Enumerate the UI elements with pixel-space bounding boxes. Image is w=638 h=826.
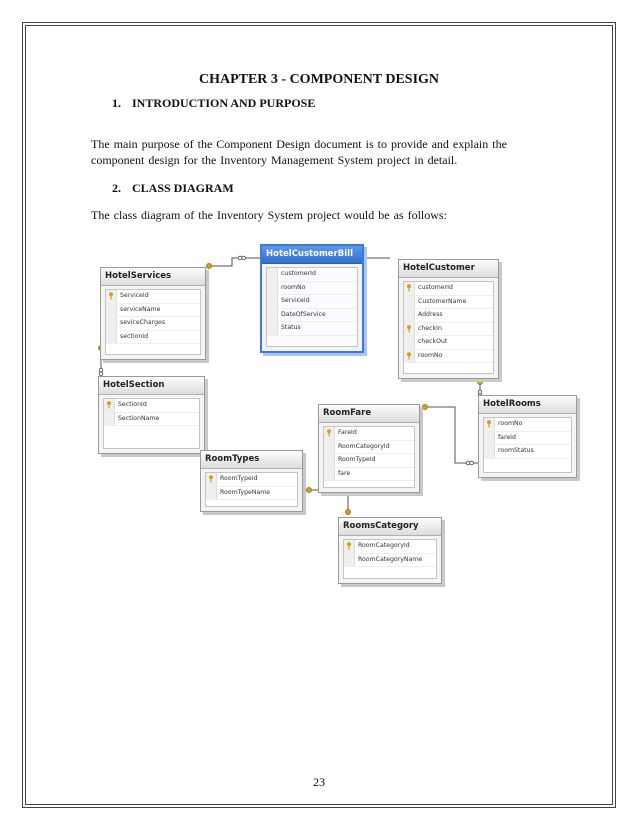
key-icon: [208, 475, 214, 483]
entity-column[interactable]: checkOut: [404, 336, 493, 350]
entity-hotelcustomer[interactable]: [398, 259, 499, 379]
entity-column[interactable]: checkIn: [404, 323, 493, 337]
entity-title: RoomsCategory: [339, 518, 441, 536]
section-paragraph-2: The class diagram of the Inventory System project would be as follows:: [91, 208, 447, 222]
entity-title: HotelCustomer: [399, 260, 498, 278]
section-title: CLASS DIAGRAM: [132, 181, 234, 195]
entity-column[interactable]: roomNo: [404, 350, 493, 364]
section-paragraph-1: The main purpose of the Component Design document is to provide and explain the component design for the Inventory Management System project in detail.: [91, 137, 507, 167]
key-icon: [108, 292, 114, 300]
entity-column[interactable]: CustomerName: [404, 296, 493, 310]
entity-column[interactable]: roomNo: [267, 282, 357, 296]
key-icon: [346, 542, 352, 550]
infinity-icon: [99, 368, 103, 372]
entity-column[interactable]: DateOfService: [267, 309, 357, 323]
entity-column[interactable]: serviceName: [106, 304, 200, 318]
key-icon: [477, 379, 482, 384]
entity-roomtypes[interactable]: [200, 450, 303, 512]
entity-hotelsection[interactable]: [98, 376, 205, 454]
infinity-icon: [466, 461, 470, 465]
entity-column[interactable]: Address: [404, 309, 493, 323]
section-title: INTRODUCTION AND PURPOSE: [132, 96, 316, 110]
entity-column[interactable]: Status: [267, 322, 357, 336]
entity-title: RoomFare: [319, 405, 419, 423]
chapter-title: CHAPTER 3 - COMPONENT DESIGN: [198, 72, 440, 87]
entity-column[interactable]: RoomTypeId: [206, 473, 297, 487]
entity-title: RoomTypes: [201, 451, 302, 469]
entity-title: HotelCustomerBill: [262, 246, 362, 264]
entity-column[interactable]: sectionId: [106, 331, 200, 345]
entity-column[interactable]: roomStatus: [484, 445, 571, 459]
entity-column[interactable]: SectionName: [104, 413, 199, 427]
entity-hotelcustomerbill[interactable]: [260, 244, 364, 353]
entity-column[interactable]: customerId: [404, 282, 493, 296]
infinity-icon: [238, 256, 242, 260]
section-number: 2.: [112, 181, 121, 195]
entity-column[interactable]: fare: [324, 468, 414, 482]
key-icon: [422, 404, 427, 409]
entity-column[interactable]: ServiceId: [267, 295, 357, 309]
page-number: 23: [313, 775, 325, 789]
key-icon: [406, 352, 412, 360]
relationship-line: [422, 407, 478, 463]
key-icon: [306, 487, 311, 492]
entity-column[interactable]: roomNo: [484, 418, 571, 432]
key-icon: [406, 325, 412, 333]
entity-roomscategory[interactable]: [338, 517, 442, 584]
relationship-line: [206, 258, 262, 266]
entity-column[interactable]: fareId: [484, 432, 571, 446]
key-icon: [326, 429, 332, 437]
entity-roomfare[interactable]: [318, 404, 420, 493]
entity-column[interactable]: FareId: [324, 427, 414, 441]
key-icon: [406, 284, 412, 292]
entity-title: HotelSection: [99, 377, 204, 395]
entity-column[interactable]: ServiceId: [106, 290, 200, 304]
key-icon: [106, 401, 112, 409]
entity-column[interactable]: customerId: [267, 268, 357, 282]
key-icon: [206, 263, 211, 268]
entity-column[interactable]: RoomCategoryId: [344, 540, 436, 554]
key-icon: [345, 509, 350, 514]
entity-hotelrooms[interactable]: [478, 395, 577, 478]
infinity-icon: [478, 390, 482, 394]
entity-column[interactable]: RoomTypeId: [324, 454, 414, 468]
section-number: 1.: [112, 96, 121, 110]
entity-column[interactable]: RoomTypeName: [206, 487, 297, 501]
entity-title: HotelRooms: [479, 396, 576, 414]
key-icon: [486, 420, 492, 428]
entity-column[interactable]: RoomCategoryId: [324, 441, 414, 455]
entity-column[interactable]: RoomCategoryName: [344, 554, 436, 568]
entity-title: HotelServices: [101, 268, 205, 286]
entity-hotelservices[interactable]: [100, 267, 206, 360]
entity-column[interactable]: SectionId: [104, 399, 199, 413]
entity-column[interactable]: seviceCharges: [106, 317, 200, 331]
